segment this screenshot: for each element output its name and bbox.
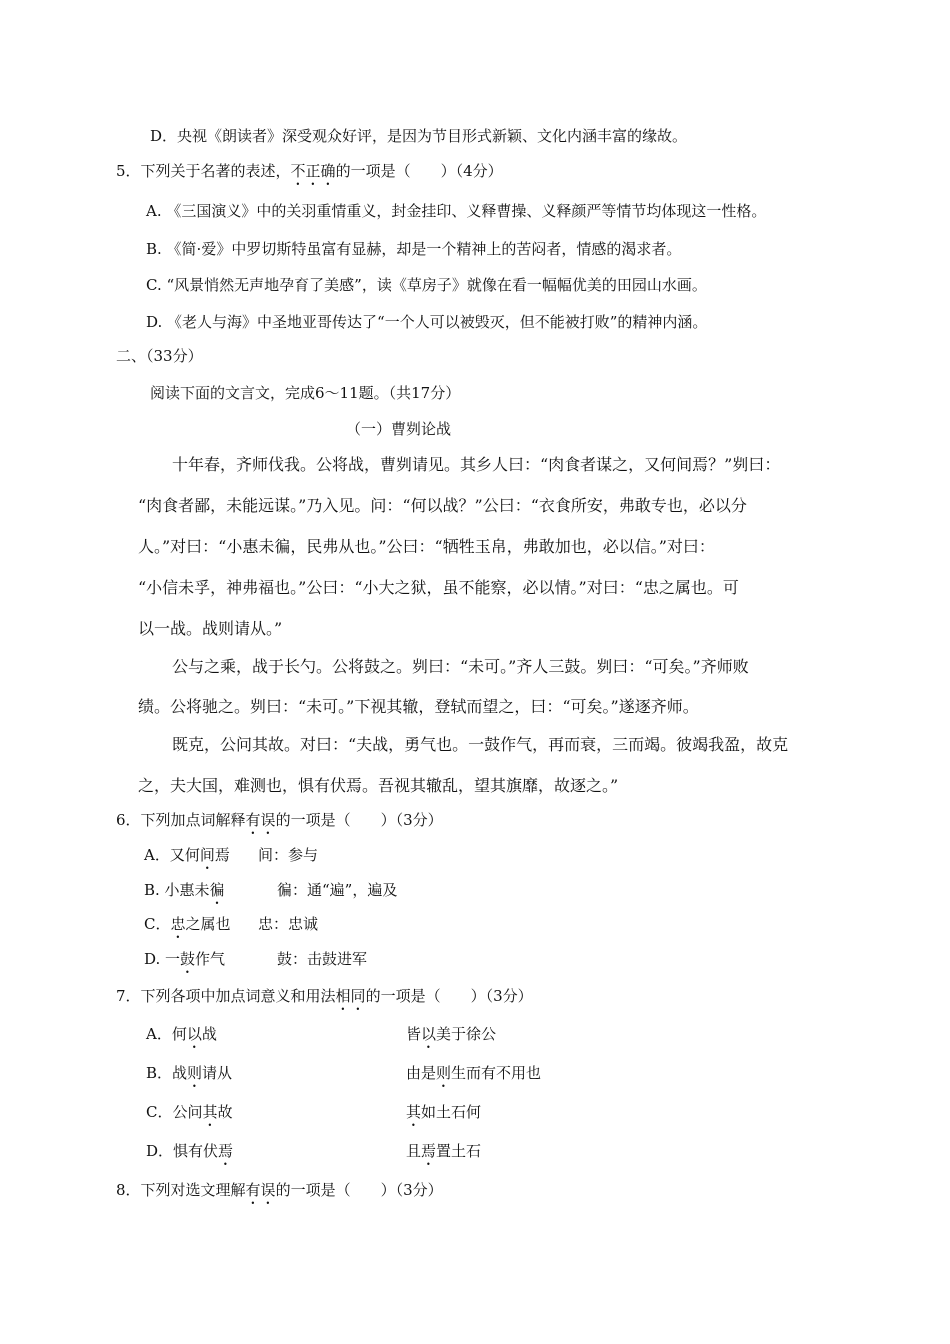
- q7-option-a-left: A．何以战: [146, 1025, 217, 1043]
- q5-emphasis: 不正确: [290, 162, 336, 180]
- q7-option-b-right: 由是则生而有不用也: [406, 1064, 542, 1082]
- q6-option-b-gloss: 徧：通“遍”，遍及: [277, 881, 398, 899]
- q7-post: 的一项是（ ）（3分）: [365, 987, 533, 1005]
- q7-option-b-left: B．战则请从: [146, 1064, 233, 1082]
- passage-line: 公与之乘，战于长勺。公将鼓之。刿曰：“未可。”齐人三鼓。刿曰：“可矣。”齐师败: [172, 657, 749, 676]
- q6-option-c-gloss: 忠：忠诚: [258, 915, 319, 933]
- passage-line: “小信未孚，神弗福也。”公曰：“小大之狱，虽不能察，必以情。”对曰：“忠之属也。可: [138, 578, 739, 597]
- q7-option-a-right: 皆以美于徐公: [406, 1025, 497, 1043]
- q5-option-c: C. “风景悄然无声地孕育了美感”，读《草房子》就像在看一幅幅优美的田园山水画。: [146, 276, 707, 294]
- q8-emphasis: 有误: [245, 1181, 276, 1199]
- reading-intro: 阅读下面的文言文，完成6～11题。（共17分）: [150, 384, 461, 402]
- q5-option-b: B. 《简·爱》中罗切斯特虽富有显赫，却是一个精神上的苦闷者，情感的渴求者。: [146, 240, 682, 258]
- passage-line: 人。”对曰：“小惠未徧，民弗从也。”公曰：“牺牲玉帛，弗敢加也，必以信。”对曰：: [138, 537, 715, 556]
- question-5-stem: [116, 161, 503, 189]
- q6-option-d-gloss: 鼓：击鼓进军: [277, 950, 368, 968]
- question-6-stem: [116, 810, 443, 838]
- q6-option-b: B. 小惠未徧: [144, 881, 225, 899]
- question-8-stem: [116, 1180, 443, 1208]
- passage-title: （一）曹刿论战: [346, 420, 452, 438]
- passage-line: 之，夫大国，难测也，惧有伏焉。吾视其辙乱，望其旗靡，故逐之。”: [138, 776, 619, 795]
- question-4-option-d: D．央视《朗读者》深受观众好评，是因为节目形式新颖、文化内涵丰富的缘故。: [150, 127, 688, 145]
- q6-option-a-gloss: 间：参与: [258, 846, 319, 864]
- passage-line: 以一战。战则请从。”: [138, 619, 283, 638]
- q5-option-d: D. 《老人与海》中圣地亚哥传达了“一个人可以被毁灭，但不能被打败”的精神内涵。: [146, 313, 708, 331]
- passage-line: 绩。公将驰之。刿曰：“未可。”下视其辙，登轼而望之，曰：“可矣。”遂逐齐师。: [138, 697, 699, 716]
- q6-option-d: D. 一鼓作气: [144, 950, 226, 968]
- q6-pre: 6．下列加点词解释: [116, 811, 246, 829]
- q7-option-d-right: 且焉置土石: [406, 1142, 482, 1160]
- q6-post: 的一项是（ ）（3分）: [275, 811, 443, 829]
- passage-line: 既克，公问其故。对曰：“夫战，勇气也。一鼓作气，再而衰，三而竭。彼竭我盈，故克: [172, 735, 789, 754]
- passage-line: 十年春，齐师伐我。公将战，曹刿请见。其乡人曰：“肉食者谋之，又何间焉？”刿曰：: [172, 455, 781, 474]
- q7-option-c-right: 其如土石何: [406, 1103, 482, 1121]
- passage-line: “肉食者鄙，未能远谋。”乃入见。问：“何以战？”公曰：“衣食所安，弗敢专也，必以分: [138, 496, 747, 515]
- q7-pre: 7．下列各项中加点词意义和用法: [116, 987, 336, 1005]
- section-2-heading: 二、（33分）: [116, 347, 203, 365]
- q8-pre: 8．下列对选文理解: [116, 1181, 246, 1199]
- q6-option-a: A．又何间焉: [144, 846, 230, 864]
- q6-emphasis: 有误: [245, 811, 276, 829]
- q8-post: 的一项是（ ）（3分）: [275, 1181, 443, 1199]
- q5-option-a: A. 《三国演义》中的关羽重情重义，封金挂印、义释曹操、义释颜严等情节均体现这一性格。: [146, 202, 767, 220]
- question-7-stem: [116, 986, 533, 1014]
- q7-option-d-left: D．惧有伏焉: [146, 1142, 234, 1160]
- q7-emphasis: 相同: [335, 987, 366, 1005]
- q7-option-c-left: C．公问其故: [146, 1103, 233, 1121]
- q6-option-c: C．忠之属也: [144, 915, 231, 933]
- q5-pre: 5．下列关于名著的表述，: [116, 162, 291, 180]
- q5-post: 的一项是（ ）（4分）: [335, 162, 503, 180]
